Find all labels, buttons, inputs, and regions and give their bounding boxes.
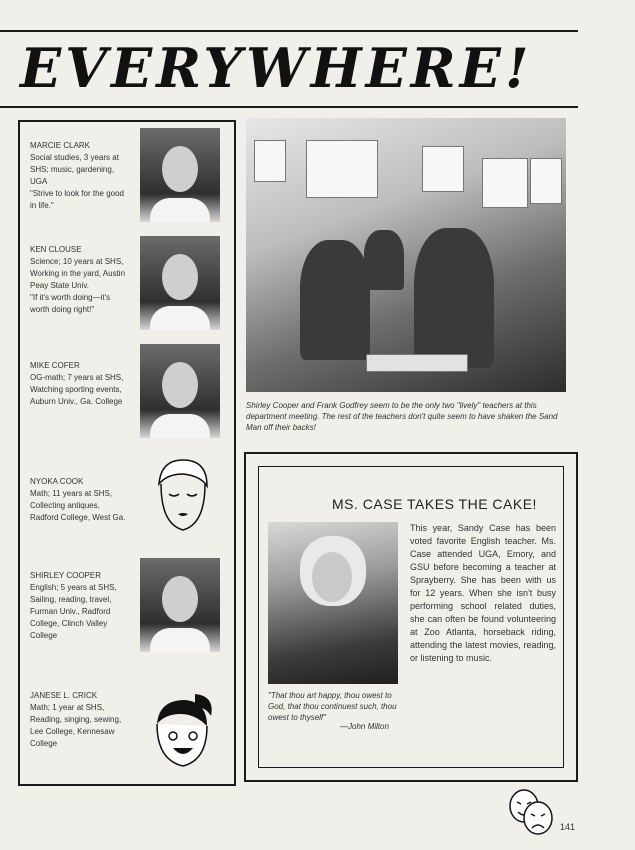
faculty-info: Social studies, 3 years at SHS; music, gardening, UGA (30, 153, 119, 186)
faculty-info: Science; 10 years at SHS, Working in the yard, Austin Peay State Univ. (30, 257, 126, 290)
drama-masks-icon (506, 786, 556, 838)
feature-photo (268, 522, 398, 684)
faculty-name: MIKE COFER (30, 361, 80, 370)
faculty-photo (140, 128, 220, 222)
faculty-info: Math; 1 year at SHS, Reading, singing, sewing, Lee College, Kennesaw College (30, 703, 122, 748)
headline-rule (0, 106, 578, 108)
top-rule (0, 30, 578, 32)
feature-story: This year, Sandy Case has been voted favorite English teacher. Ms. Case attended UGA, Emory, and GSU before becoming a teacher at Sprayberry. She has been with us for 12 years. When she isn't busy performing school related duties, she can often be found volunteering at Zoo Atlanta, horseback riding, attending the latest movies, reading, or listening to music. (410, 523, 556, 663)
faculty-name: NYOKA COOK (30, 477, 84, 486)
faculty-photo (140, 344, 220, 438)
faculty-entry (30, 244, 130, 316)
faculty-name: SHIRLEY COOPER (30, 571, 101, 580)
faculty-photo (140, 236, 220, 330)
faculty-sketch (145, 690, 221, 776)
page-number: 141 (560, 822, 576, 832)
faculty-name: JANESE L. CRICK (30, 691, 98, 700)
faculty-name: KEN CLOUSE (30, 245, 82, 254)
faculty-entry (30, 140, 130, 212)
faculty-entry (30, 570, 130, 642)
page-headline: EVERYWHERE! (20, 36, 533, 100)
faculty-entry (30, 360, 130, 408)
faculty-name: MARCIE CLARK (30, 141, 91, 150)
faculty-quote: "Strive to look for the good in life." (30, 189, 125, 210)
faculty-entry (30, 690, 130, 750)
faculty-info: OG-math; 7 years at SHS, Watching sporting events, Auburn Univ., Ga. College (30, 373, 124, 406)
feature-attribution: —John Milton (340, 722, 389, 731)
photo-caption: Shirley Cooper and Frank Godfrey seem to be the only two "lively" teachers at this department meeting. The rest of the teachers don't quite seem to have shaken the Sand Man off their backs! (246, 401, 558, 432)
feature-title: MS. CASE TAKES THE CAKE! (332, 496, 537, 512)
faculty-sketch (145, 454, 221, 540)
feature-quote: "That thou art happy, thou owest to God, that thou continuest such, thou owest to thyself" (268, 691, 397, 722)
faculty-info: English; 5 years at SHS, Sailing, reading, travel, Furman Univ., Radford College, Clinch Valley College (30, 583, 117, 640)
faculty-info: Math; 11 years at SHS, Collecting antiques, Radford College, West Ga. (30, 489, 126, 522)
faculty-entry (30, 476, 130, 524)
faculty-quote: "If it's worth doing—it's worth doing right!" (30, 293, 111, 314)
faculty-photo (140, 558, 220, 652)
department-meeting-photo (246, 118, 566, 392)
